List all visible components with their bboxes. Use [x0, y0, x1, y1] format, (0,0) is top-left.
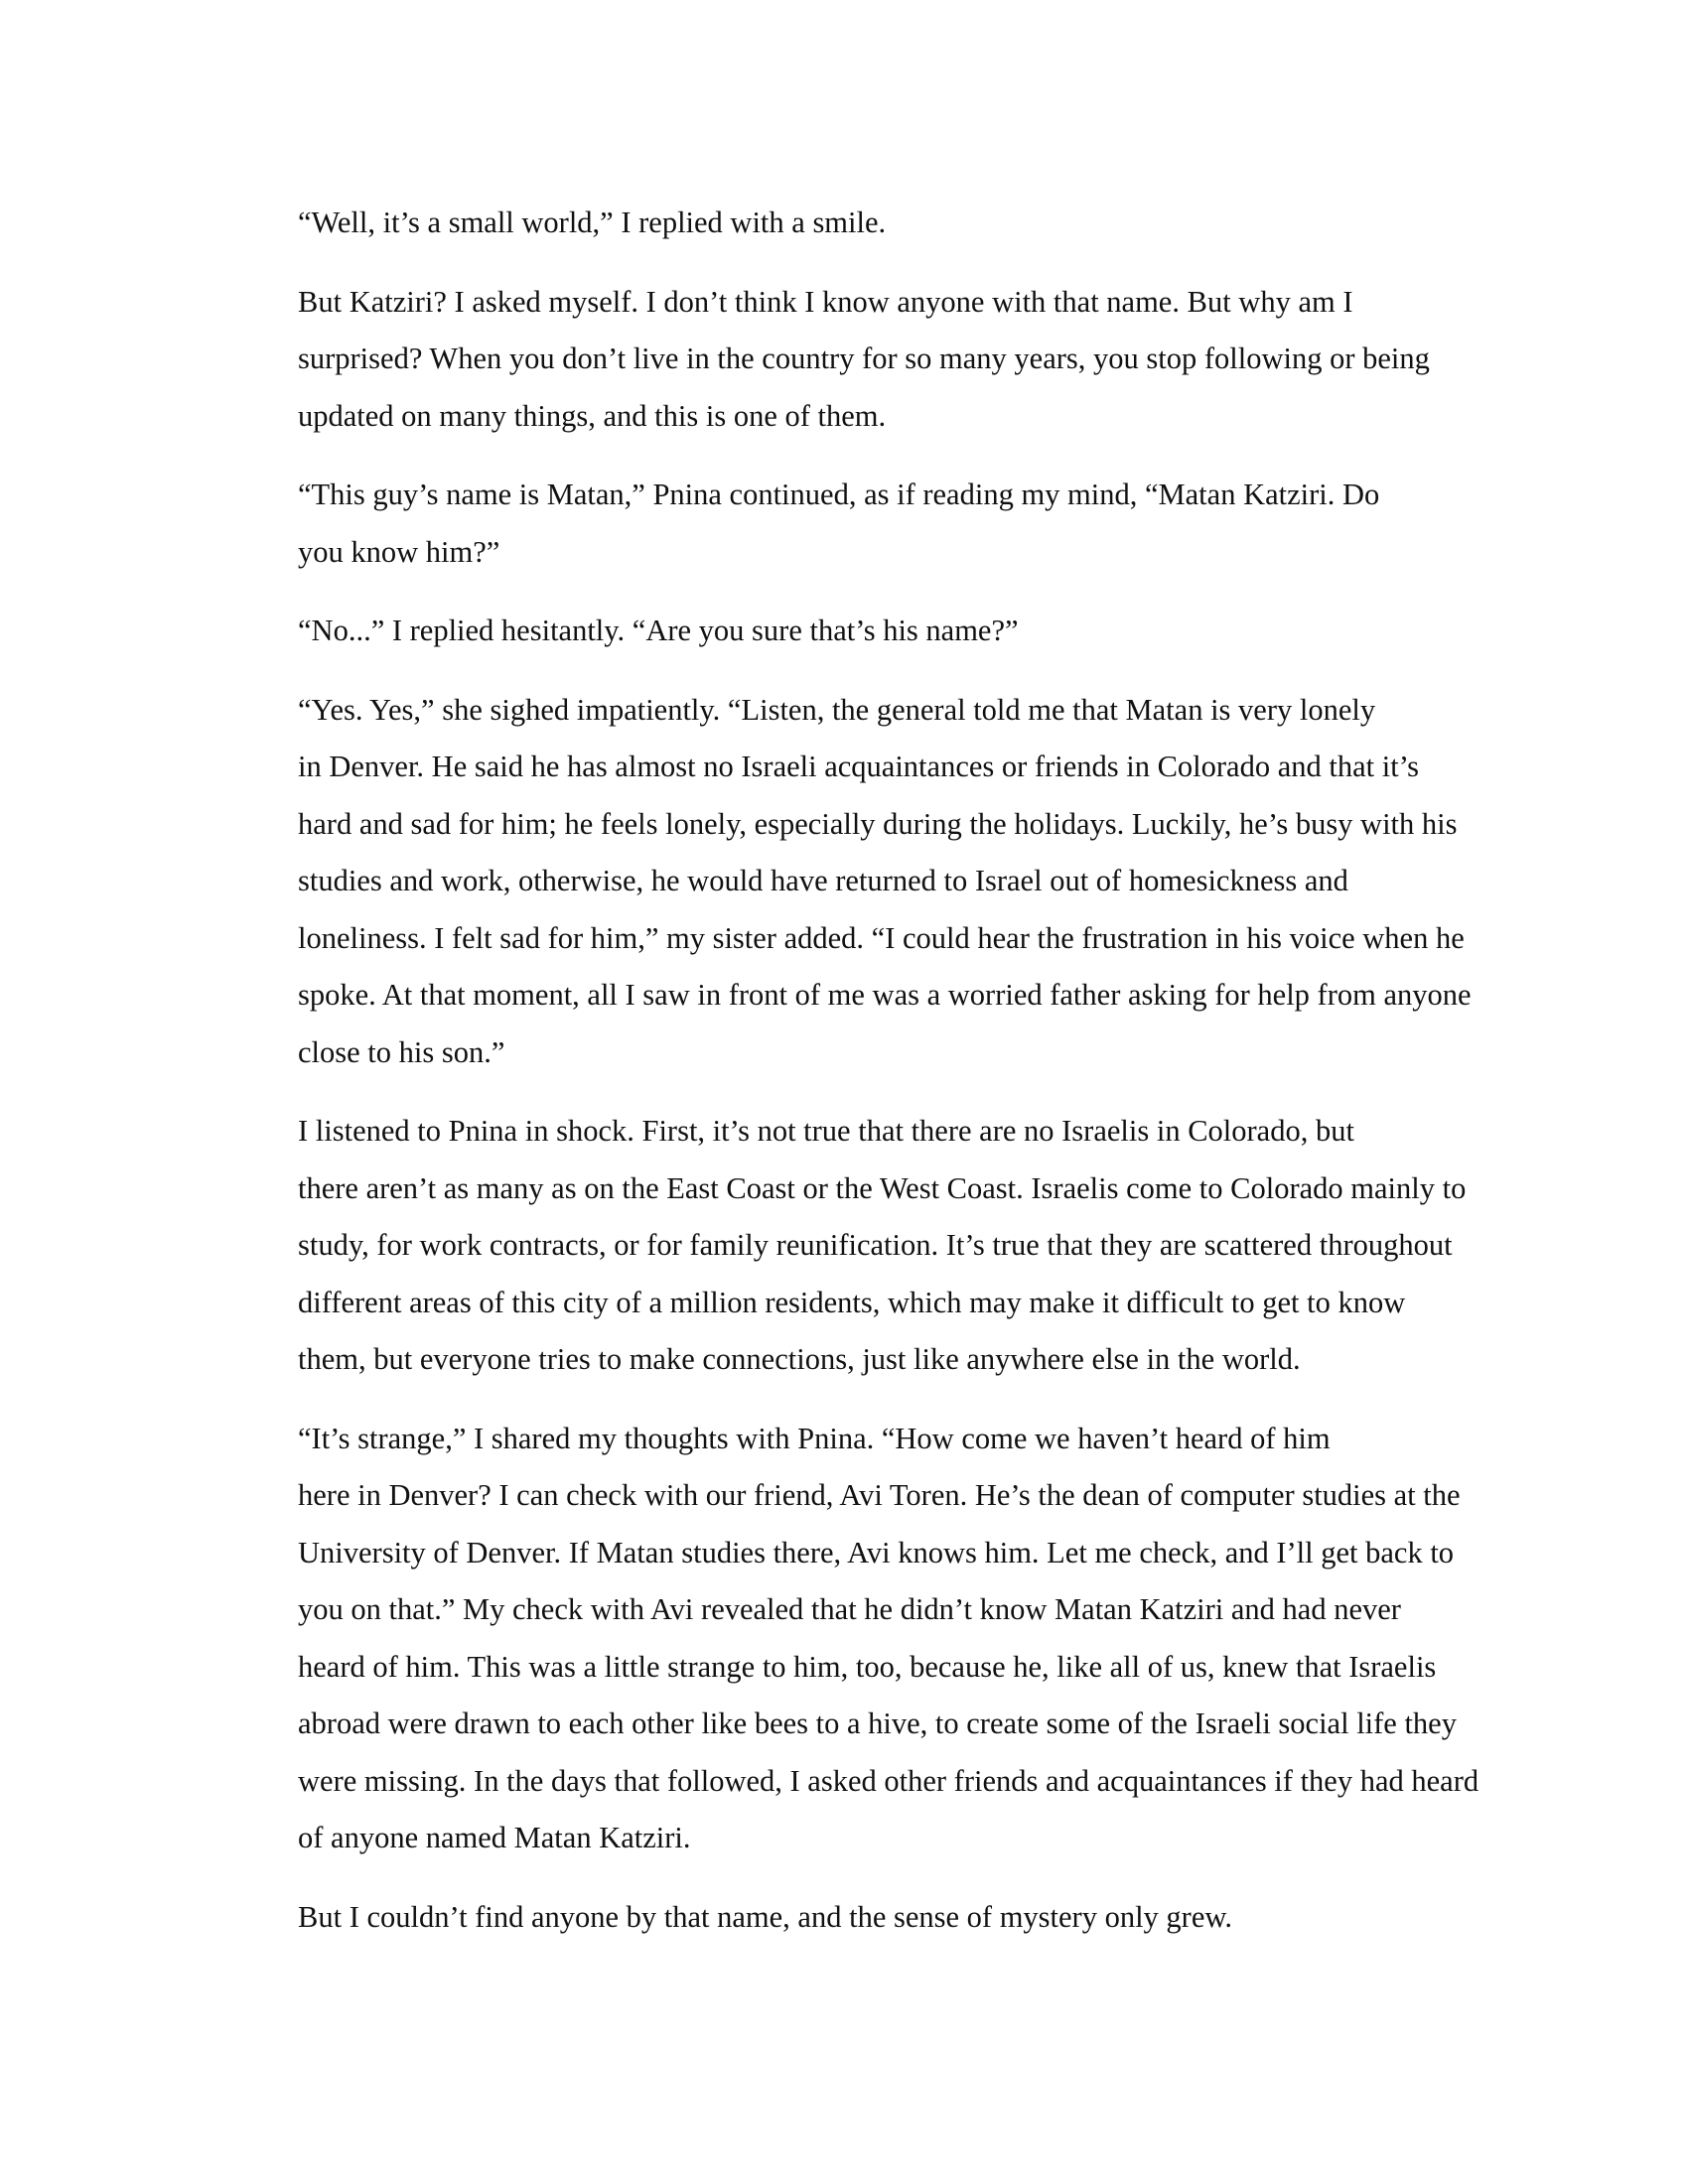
paragraph-8 [199, 1889, 1489, 1947]
text-line: were missing. In the days that followed, I asked other friends and acquaintances if they had heard [298, 1763, 1479, 1798]
text-line: them, but everyone tries to make connections, just like anywhere else in the world. [298, 1342, 1301, 1376]
document-page [199, 195, 1489, 1968]
paragraph-2 [199, 274, 1489, 446]
text-line: But Katziri? I asked myself. I don’t think I know anyone with that name. But why am I [298, 284, 1353, 319]
paragraph-6 [199, 1103, 1489, 1389]
paragraph-1 [199, 195, 1489, 252]
text-line: in Denver. He said he has almost no Israeli acquaintances or friends in Colorado and that it’s [298, 750, 1420, 783]
paragraph-5 [199, 682, 1489, 1082]
text-line: “It’s strange,” I shared my thoughts with Pnina. “How come we haven’t heard of him [298, 1421, 1331, 1455]
text-line: you know him?” [298, 534, 500, 569]
paragraph-4 [199, 603, 1489, 660]
text-line: But I couldn’t find anyone by that name, and the sense of mystery only grew. [298, 1899, 1233, 1934]
text-line: of anyone named Matan Katziri. [298, 1821, 691, 1854]
text-line: hard and sad for him; he feels lonely, especially during the holidays. Luckily, he’s busy with his [298, 806, 1458, 841]
text-line: surprised? When you don’t live in the country for so many years, you stop following or being [298, 341, 1430, 375]
text-line: “No...” I replied hesitantly. “Are you sure that’s his name?” [298, 614, 1019, 647]
text-line: “Yes. Yes,” she sighed impatiently. “Listen, the general told me that Matan is very lonely [298, 692, 1376, 727]
text-line: studies and work, otherwise, he would have returned to Israel out of homesickness and [298, 864, 1348, 897]
text-line: you on that.” My check with Avi revealed that he didn’t know Matan Katziri and had never [298, 1592, 1401, 1626]
text-line: spoke. At that moment, all I saw in front of me was a worried father asking for help from anyone [298, 978, 1472, 1012]
text-line: updated on many things, and this is one of them. [298, 398, 887, 433]
text-line: heard of him. This was a little strange to him, too, because he, like all of us, knew that Israelis [298, 1649, 1437, 1684]
text-line: loneliness. I felt sad for him,” my sister added. “I could hear the frustration in his voice when he [298, 920, 1465, 955]
text-line: “Well, it’s a small world,” I replied with a smile. [298, 205, 887, 239]
text-line: study, for work contracts, or for family reunification. It’s true that they are scattered throughout [298, 1228, 1453, 1262]
text-line: abroad were drawn to each other like bees to a hive, to create some of the Israeli social life they [298, 1706, 1457, 1740]
paragraph-7 [199, 1411, 1489, 1867]
text-line: different areas of this city of a million residents, which may make it difficult to get to know [298, 1285, 1406, 1319]
text-line: here in Denver? I can check with our friend, Avi Toren. He’s the dean of computer studies at the [298, 1478, 1461, 1512]
text-line: “This guy’s name is Matan,” Pnina continued, as if reading my mind, “Matan Katziri. Do [298, 478, 1380, 511]
text-line: close to his son.” [298, 1034, 505, 1069]
text-line: University of Denver. If Matan studies there, Avi knows him. Let me check, and I’ll get back to [298, 1535, 1455, 1570]
text-line: I listened to Pnina in shock. First, it’s not true that there are no Israelis in Colorado, but [298, 1114, 1354, 1148]
text-line: there aren’t as many as on the East Coast or the West Coast. Israelis come to Colorado mainly to [298, 1170, 1467, 1205]
paragraph-3 [199, 467, 1489, 581]
